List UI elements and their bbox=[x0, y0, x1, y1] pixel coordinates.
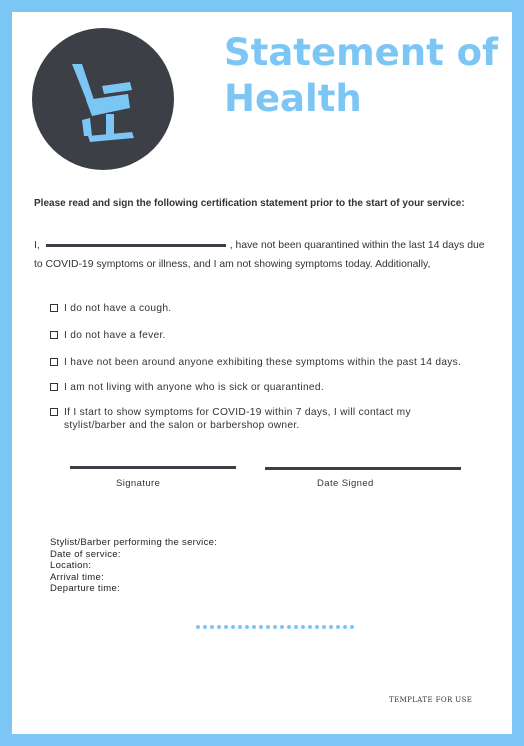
checklist-item-label: I do not have a cough. bbox=[64, 303, 172, 314]
checkbox[interactable] bbox=[50, 358, 58, 366]
divider-dot bbox=[343, 625, 347, 629]
dotted-divider bbox=[196, 625, 354, 629]
divider-dot bbox=[245, 625, 249, 629]
detail-date: Date of service: bbox=[50, 548, 121, 560]
checklist-item bbox=[50, 406, 460, 432]
detail-departure: Departure time: bbox=[50, 583, 120, 595]
divider-dot bbox=[350, 625, 354, 629]
divider-dot bbox=[301, 625, 305, 629]
checkbox[interactable] bbox=[50, 331, 58, 339]
document-page bbox=[12, 12, 512, 734]
checklist-item-label: If I start to show symptoms for COVID-19 within 7 days, I will contact my stylist/barber and the salon or barbershop owner. bbox=[64, 407, 411, 431]
certification-statement bbox=[34, 236, 494, 274]
divider-dot bbox=[336, 625, 340, 629]
divider-dot bbox=[203, 625, 207, 629]
statement-prefix: I, bbox=[34, 240, 40, 251]
divider-dot bbox=[266, 625, 270, 629]
footer-note: TEMPLATE FOR USE bbox=[389, 696, 473, 704]
signature-line[interactable] bbox=[70, 466, 236, 469]
barber-chair-icon bbox=[32, 28, 174, 170]
checklist-item-label: I do not have a fever. bbox=[64, 330, 166, 341]
checklist-item-label: I am not living with anyone who is sick or quarantined. bbox=[64, 382, 324, 393]
checklist-item bbox=[50, 302, 171, 315]
divider-dot bbox=[308, 625, 312, 629]
divider-dot bbox=[196, 625, 200, 629]
divider-dot bbox=[224, 625, 228, 629]
checklist-item-label: I have not been around anyone exhibiting these symptoms within the past 14 days. bbox=[64, 357, 462, 368]
detail-arrival: Arrival time: bbox=[50, 571, 105, 583]
divider-dot bbox=[329, 625, 333, 629]
detail-location: Location: bbox=[50, 560, 92, 572]
document-title bbox=[224, 30, 498, 122]
detail-stylist: Stylist/Barber performing the service: bbox=[50, 537, 218, 548]
date-signed-line[interactable] bbox=[265, 467, 461, 470]
divider-dot bbox=[280, 625, 284, 629]
divider-dot bbox=[315, 625, 319, 629]
checkbox[interactable] bbox=[50, 408, 58, 416]
statement-body: , have not been quarantined within the last 14 days due to COVID-19 symptoms or illness, and I am not showing symptoms today. Additionally, bbox=[34, 240, 485, 270]
checkbox[interactable] bbox=[50, 383, 58, 391]
date-signed-label: Date Signed bbox=[317, 478, 374, 489]
signature-label: Signature bbox=[116, 478, 161, 489]
divider-dot bbox=[259, 625, 263, 629]
logo-badge bbox=[32, 28, 174, 170]
checklist-item bbox=[50, 329, 166, 342]
divider-dot bbox=[287, 625, 291, 629]
checkbox[interactable] bbox=[50, 304, 58, 312]
checklist-item bbox=[50, 381, 324, 394]
intro-instruction: Please read and sign the following certification statement prior to the start of your service: bbox=[34, 198, 465, 209]
title-line-1: Statement of bbox=[224, 31, 499, 74]
divider-dot bbox=[273, 625, 277, 629]
divider-dot bbox=[294, 625, 298, 629]
divider-dot bbox=[210, 625, 214, 629]
divider-dot bbox=[217, 625, 221, 629]
divider-dot bbox=[322, 625, 326, 629]
title-line-2: Health bbox=[224, 77, 362, 120]
divider-dot bbox=[238, 625, 242, 629]
name-blank-line[interactable] bbox=[46, 244, 226, 247]
divider-dot bbox=[231, 625, 235, 629]
divider-dot bbox=[252, 625, 256, 629]
checklist-item bbox=[50, 356, 461, 369]
service-details bbox=[50, 537, 217, 595]
